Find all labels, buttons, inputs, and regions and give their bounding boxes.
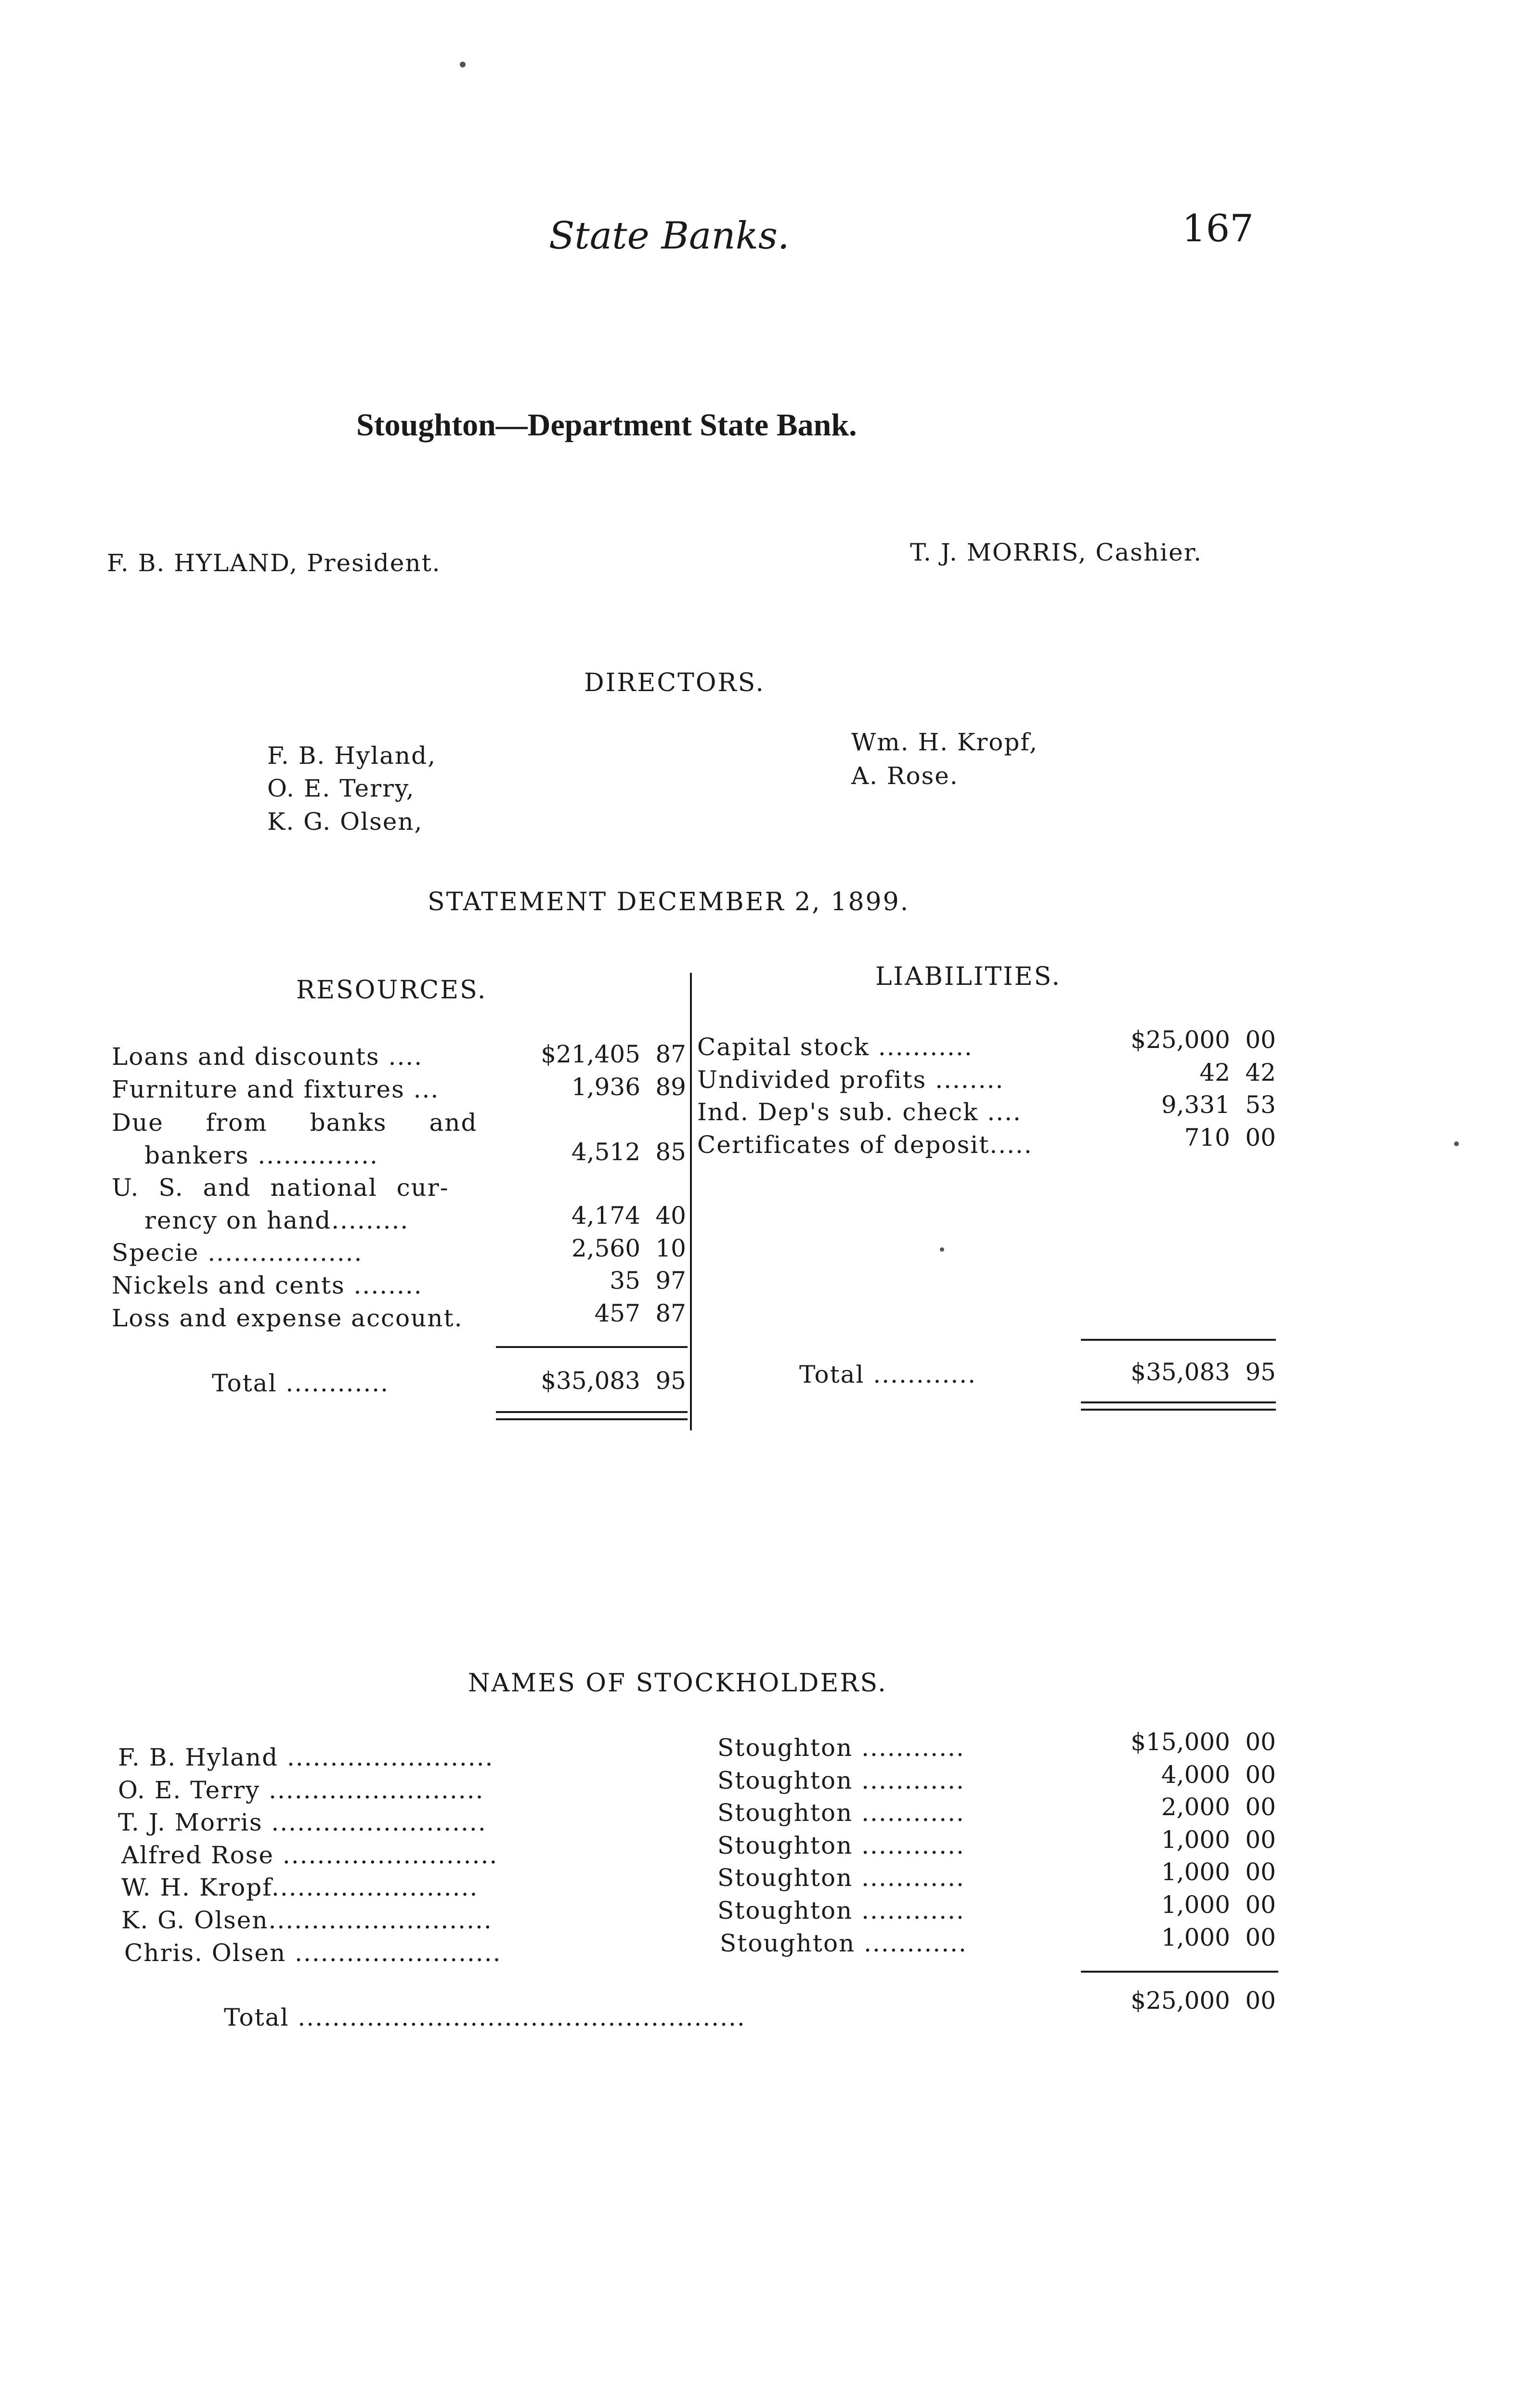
resource-dollars: 4,174 bbox=[571, 1202, 640, 1230]
stockholder-town: Stoughton ............ bbox=[717, 1864, 965, 1892]
liabilities-total-label: Total ............ bbox=[799, 1361, 977, 1388]
stockholder-cents: 00 bbox=[1245, 1793, 1276, 1821]
resource-dollars: 457 bbox=[594, 1299, 640, 1327]
president-line: F. B. HYLAND, President. bbox=[107, 549, 441, 577]
resource-dollars: 1,936 bbox=[571, 1073, 640, 1101]
liabilities-total-dollars: $35,083 bbox=[1130, 1358, 1230, 1386]
resources-total-cents: 95 bbox=[655, 1367, 686, 1395]
stockholder-cents: 00 bbox=[1245, 1728, 1276, 1756]
stockholder-name: W. H. Kropf........................ bbox=[121, 1873, 479, 1901]
stockholders-total-dollars: $25,000 bbox=[1130, 1987, 1230, 2015]
liability-cents: 00 bbox=[1245, 1026, 1276, 1054]
page-number: 167 bbox=[1182, 207, 1254, 250]
liability-cents: 53 bbox=[1245, 1091, 1276, 1119]
scan-speck bbox=[460, 62, 466, 67]
stockholder-dollars: 1,000 bbox=[1161, 1891, 1230, 1919]
stockholder-dollars: $15,000 bbox=[1130, 1728, 1230, 1756]
stockholder-name: O. E. Terry ......................... bbox=[118, 1776, 484, 1804]
resources-total-dollars: $35,083 bbox=[541, 1367, 640, 1395]
stockholders-total-cents: 00 bbox=[1245, 1987, 1276, 2015]
resource-dollars: 4,512 bbox=[571, 1138, 640, 1166]
resource-dollars: 2,560 bbox=[571, 1234, 640, 1262]
resources-total-label: Total ............ bbox=[212, 1369, 390, 1397]
director-name: K. G. Olsen, bbox=[267, 808, 423, 836]
stockholder-cents: 00 bbox=[1245, 1891, 1276, 1919]
resource-label: U. S. and national cur- bbox=[112, 1174, 449, 1202]
scan-speck bbox=[1454, 1141, 1459, 1146]
resource-label: Loss and expense account. bbox=[112, 1304, 463, 1332]
resource-cents: 87 bbox=[655, 1299, 686, 1327]
liability-label: Certificates of deposit..... bbox=[697, 1131, 1033, 1159]
stockholder-dollars: 2,000 bbox=[1161, 1793, 1230, 1821]
stockholders-sum-rule bbox=[1081, 1971, 1278, 1973]
column-divider bbox=[690, 973, 692, 1430]
resources-heading: RESOURCES. bbox=[296, 976, 487, 1005]
resource-cents: 87 bbox=[655, 1040, 686, 1068]
resources-sum-rule bbox=[496, 1346, 688, 1348]
resource-label: rency on hand......... bbox=[144, 1206, 409, 1234]
liability-dollars: $25,000 bbox=[1130, 1026, 1230, 1054]
stockholder-dollars: 1,000 bbox=[1161, 1858, 1230, 1886]
liability-dollars: 42 bbox=[1199, 1059, 1230, 1086]
resource-cents: 40 bbox=[655, 1202, 686, 1230]
director-name: Wm. H. Kropf, bbox=[851, 728, 1038, 756]
resources-total-double-rule bbox=[496, 1411, 688, 1413]
stockholder-cents: 00 bbox=[1245, 1826, 1276, 1854]
resource-cents: 85 bbox=[655, 1138, 686, 1166]
resource-label: Nickels and cents ........ bbox=[112, 1271, 423, 1299]
resource-label: bankers .............. bbox=[144, 1141, 378, 1169]
resource-label: Due from banks and bbox=[112, 1109, 478, 1137]
bank-title: Stoughton—Department State Bank. bbox=[356, 407, 857, 443]
scan-speck bbox=[940, 1247, 944, 1252]
liabilities-sum-rule bbox=[1081, 1339, 1276, 1341]
resource-label: Loans and discounts .... bbox=[112, 1043, 423, 1071]
liabilities-heading: LIABILITIES. bbox=[875, 962, 1061, 991]
stockholders-heading: NAMES OF STOCKHOLDERS. bbox=[468, 1669, 887, 1698]
stockholder-town: Stoughton ............ bbox=[717, 1734, 965, 1762]
liability-label: Ind. Dep's sub. check .... bbox=[697, 1098, 1022, 1126]
stockholder-dollars: 1,000 bbox=[1161, 1826, 1230, 1854]
stockholder-town: Stoughton ............ bbox=[717, 1832, 965, 1859]
stockholder-town: Stoughton ............ bbox=[717, 1799, 965, 1827]
resource-dollars: $21,405 bbox=[541, 1040, 640, 1068]
stockholder-town: Stoughton ............ bbox=[717, 1897, 965, 1924]
stockholder-dollars: 1,000 bbox=[1161, 1924, 1230, 1951]
liability-dollars: 9,331 bbox=[1161, 1091, 1230, 1119]
stockholder-name: F. B. Hyland ........................ bbox=[118, 1743, 494, 1771]
stockholder-cents: 00 bbox=[1245, 1858, 1276, 1886]
resource-cents: 97 bbox=[655, 1267, 686, 1295]
stockholder-town: Stoughton ............ bbox=[720, 1929, 967, 1957]
director-name: A. Rose. bbox=[851, 762, 959, 790]
resource-dollars: 35 bbox=[610, 1267, 640, 1295]
stockholder-cents: 00 bbox=[1245, 1761, 1276, 1789]
liability-cents: 00 bbox=[1245, 1124, 1276, 1152]
stockholder-name: Chris. Olsen ........................ bbox=[124, 1939, 502, 1967]
liability-dollars: 710 bbox=[1184, 1124, 1230, 1152]
resource-cents: 89 bbox=[655, 1073, 686, 1101]
resource-label: Specie .................. bbox=[112, 1239, 363, 1267]
liability-cents: 42 bbox=[1245, 1059, 1276, 1086]
resources-total-double-rule bbox=[496, 1418, 688, 1420]
liabilities-total-double-rule bbox=[1081, 1409, 1276, 1411]
running-head: State Banks. bbox=[549, 214, 790, 258]
stockholder-name: Alfred Rose ......................... bbox=[121, 1841, 498, 1869]
resource-label: Furniture and fixtures ... bbox=[112, 1075, 440, 1103]
stockholder-cents: 00 bbox=[1245, 1924, 1276, 1951]
stockholder-name: T. J. Morris ......................... bbox=[118, 1808, 487, 1836]
liability-label: Capital stock ........... bbox=[697, 1033, 973, 1061]
liabilities-total-double-rule bbox=[1081, 1401, 1276, 1403]
cashier-line: T. J. MORRIS, Cashier. bbox=[910, 538, 1203, 566]
statement-heading: STATEMENT DECEMBER 2, 1899. bbox=[428, 888, 910, 916]
director-name: O. E. Terry, bbox=[267, 774, 415, 802]
directors-heading: DIRECTORS. bbox=[584, 668, 765, 697]
resource-cents: 10 bbox=[655, 1234, 686, 1262]
stockholder-dollars: 4,000 bbox=[1161, 1761, 1230, 1789]
director-name: F. B. Hyland, bbox=[267, 742, 436, 770]
stockholder-name: K. G. Olsen.......................... bbox=[121, 1906, 493, 1934]
stockholders-total-label: Total .................................................... bbox=[224, 2003, 746, 2031]
liability-label: Undivided profits ........ bbox=[697, 1066, 1004, 1094]
stockholder-town: Stoughton ............ bbox=[717, 1767, 965, 1794]
liabilities-total-cents: 95 bbox=[1245, 1358, 1276, 1386]
